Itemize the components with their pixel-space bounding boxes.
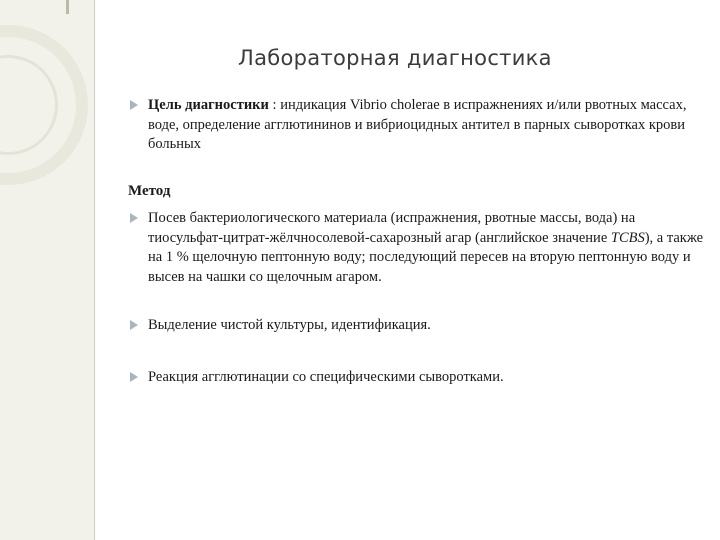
slide-title: Лабораторная диагностика <box>238 46 552 70</box>
method-item-text: Выделение чистой культуры, идентификация. <box>148 317 431 333</box>
method-item-isolation <box>148 316 704 336</box>
top-tick-decoration <box>66 0 69 14</box>
method-item-text: Реакция агглютинации со специфическими сыворотками. <box>148 369 504 385</box>
goal-separator: : <box>268 97 281 113</box>
bullet-arrow-icon <box>130 100 138 110</box>
method-item-text-em: TCBS <box>610 229 645 246</box>
bullet-arrow-icon <box>130 320 138 330</box>
left-decorative-band <box>0 0 95 540</box>
method-heading: Метод <box>128 183 171 199</box>
bullet-arrow-icon <box>130 372 138 382</box>
goal-label: Цель диагностики <box>148 97 269 113</box>
method-item-text-pre: Посев бактериологического материала (испражнения, рвотные массы, вода) на тиосульфат-цитрат-жёлчносолевой-сахарозный агар (английское значение <box>148 210 636 246</box>
method-item-culture <box>148 209 704 287</box>
bullet-arrow-icon <box>130 213 138 223</box>
method-item-agglutination <box>148 368 704 388</box>
goal-text: индикация Vibrio cholerae в испражнениях и/или рвотных массах, воде, определение агглютининов и вибриоцидных антител в парных сыворотках крови больных <box>148 97 687 152</box>
goal-item <box>148 96 704 155</box>
method-item-text-post: ), а также на 1 % щелочную пептонную воду; последующий пересев на вторую пептонную воду и высев на чашки со щелочным агаром. <box>148 229 704 285</box>
